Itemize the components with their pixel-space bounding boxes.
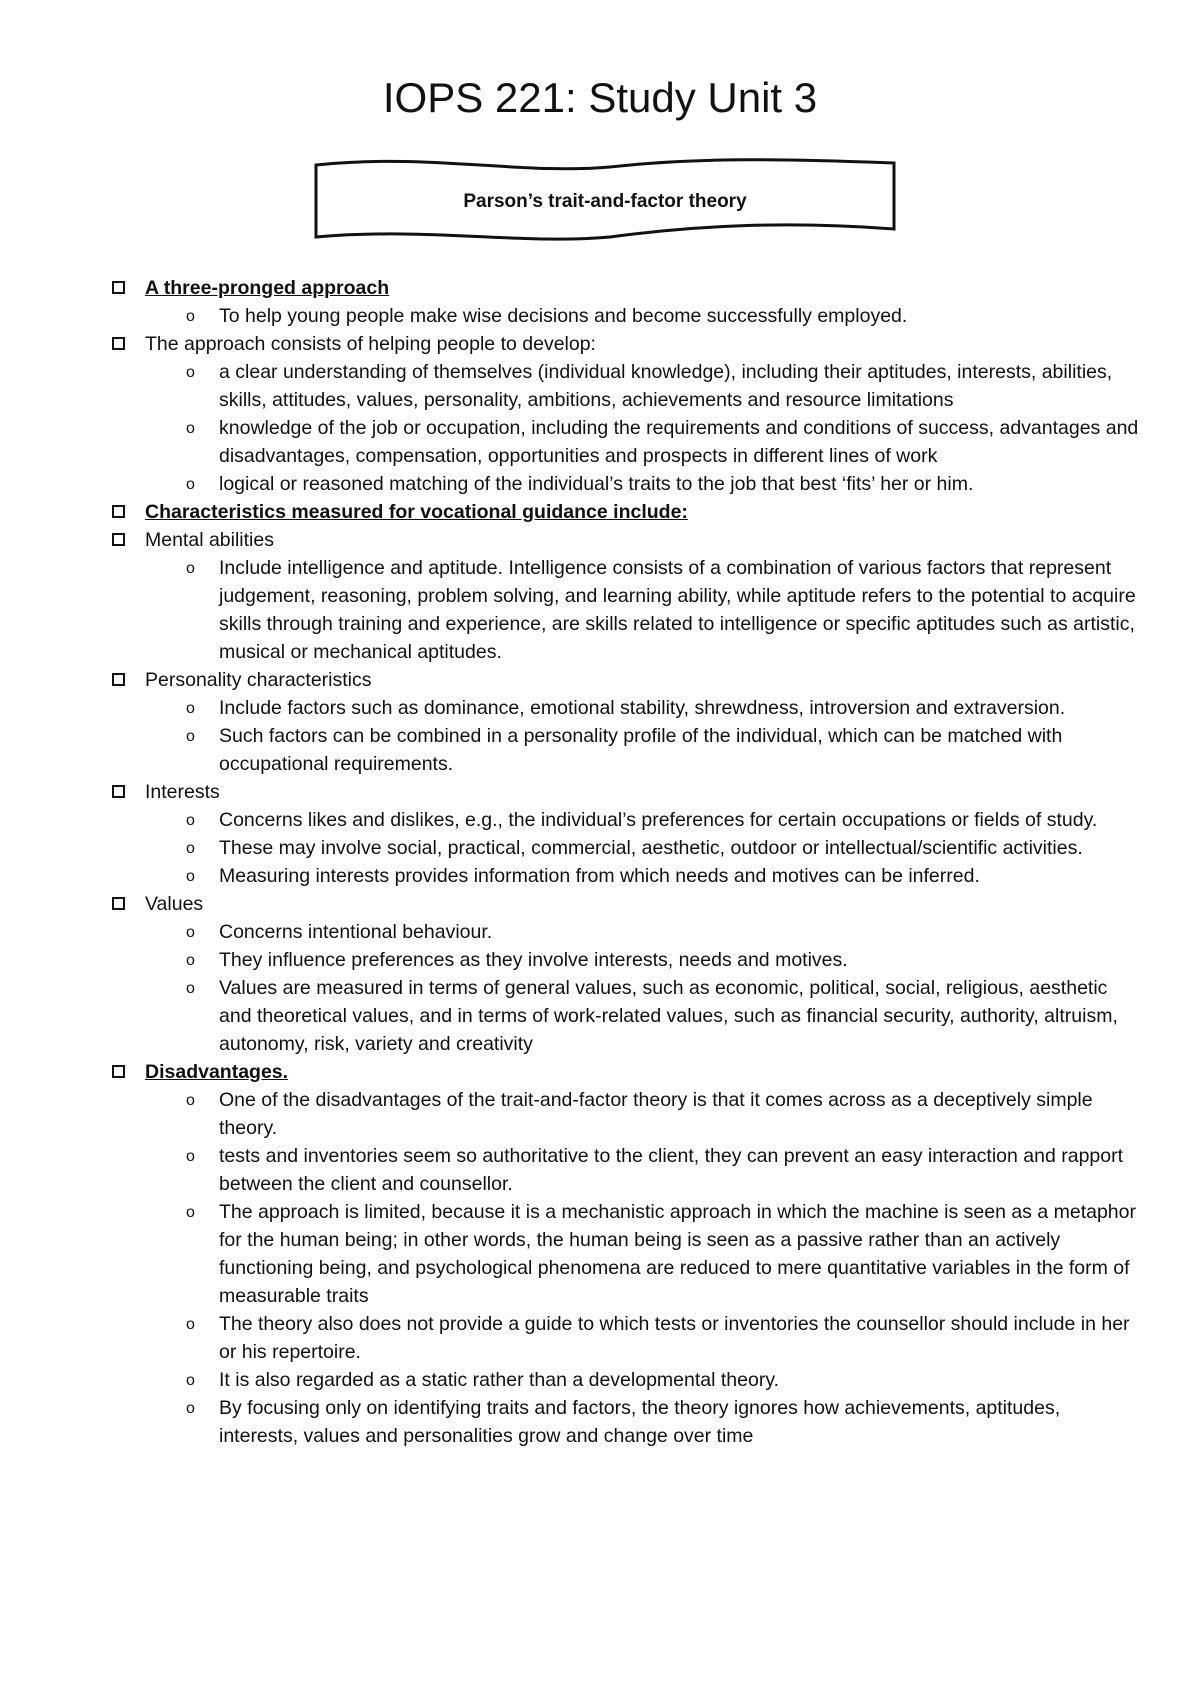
item-text: Values are measured in terms of general values, such as economic, political, social, religious, aesthetic and theoretical values, and in terms of work-related values, such as financial security, authority, altruism, autonomy, risk, variety and creativity (219, 977, 1118, 1055)
sub-list-item (112, 1142, 1142, 1198)
item-text: Include factors such as dominance, emotional stability, shrewdness, introversion and extraversion. (219, 697, 1066, 719)
title-banner (310, 155, 900, 245)
item-text: Personality characteristics (145, 669, 372, 691)
circle-bullet-icon: o (186, 868, 195, 885)
sub-list-item (112, 722, 1142, 778)
circle-bullet-icon: o (186, 924, 195, 941)
item-text: The approach is limited, because it is a mechanistic approach in which the machine is seen as a metaphor for the human being; in other words, the human being is seen as a passive rather than an actively functioning being, and psychological phenomena are reduced to mere quantitative variables in the form of measurable traits (219, 1201, 1136, 1307)
circle-bullet-icon: o (186, 728, 195, 745)
checkbox-bullet-icon (112, 505, 125, 518)
sub-list-item (112, 554, 1142, 666)
circle-bullet-icon: o (186, 420, 195, 437)
circle-bullet-icon: o (186, 980, 195, 997)
item-text: By focusing only on identifying traits and factors, the theory ignores how achievements, aptitudes, interests, values and personalities grow and change over time (219, 1397, 1061, 1447)
sub-list-item (112, 946, 1142, 974)
circle-bullet-icon: o (186, 1092, 195, 1109)
item-text: Concerns intentional behaviour. (219, 921, 493, 943)
circle-bullet-icon: o (186, 1316, 195, 1333)
list-item (112, 498, 1142, 526)
item-text: It is also regarded as a static rather than a developmental theory. (219, 1369, 780, 1391)
item-text: They influence preferences as they involve interests, needs and motives. (219, 949, 848, 971)
list-item (112, 666, 1142, 694)
list-item (112, 330, 1142, 358)
section-heading: Characteristics measured for vocational guidance include: (145, 501, 688, 523)
sub-list-item (112, 862, 1142, 890)
item-text: tests and inventories seem so authoritative to the client, they can prevent an easy interaction and rapport between the client and counsellor. (219, 1145, 1124, 1195)
item-text: One of the disadvantages of the trait-and-factor theory is that it comes across as a deceptively simple theory. (219, 1089, 1093, 1139)
item-text: a clear understanding of themselves (individual knowledge), including their aptitudes, interests, abilities, skills, attitudes, values, personality, ambitions, achievements and resource limitations (219, 361, 1113, 411)
sub-list-item (112, 918, 1142, 946)
sub-list-item (112, 694, 1142, 722)
item-text: Values (145, 893, 204, 915)
sub-list-item (112, 1366, 1142, 1394)
item-text: Measuring interests provides information from which needs and motives can be inferred. (219, 865, 980, 887)
circle-bullet-icon: o (186, 1400, 195, 1417)
sub-list-item (112, 1086, 1142, 1142)
sub-list-item (112, 806, 1142, 834)
banner-title: Parson’s trait-and-factor theory (463, 191, 747, 212)
sub-list-item (112, 470, 1142, 498)
circle-bullet-icon: o (186, 476, 195, 493)
section-heading: Disadvantages. (145, 1061, 289, 1083)
item-text: Mental abilities (145, 529, 274, 551)
item-text: logical or reasoned matching of the individual’s traits to the job that best ‘fits’ her or him. (219, 473, 974, 495)
item-text: The approach consists of helping people to develop: (145, 333, 596, 355)
sub-list-item (112, 358, 1142, 414)
checkbox-bullet-icon (112, 673, 125, 686)
checkbox-bullet-icon (112, 897, 125, 910)
sub-list-item (112, 1198, 1142, 1310)
checkbox-bullet-icon (112, 337, 125, 350)
checkbox-bullet-icon (112, 533, 125, 546)
list-item (112, 526, 1142, 554)
item-text: These may involve social, practical, commercial, aesthetic, outdoor or intellectual/scientific activities. (219, 837, 1083, 859)
sub-list-item (112, 974, 1142, 1058)
checkbox-bullet-icon (112, 1065, 125, 1078)
circle-bullet-icon: o (186, 1204, 195, 1221)
circle-bullet-icon: o (186, 812, 195, 829)
item-text: Concerns likes and dislikes, e.g., the individual’s preferences for certain occupations or fields of study. (219, 809, 1098, 831)
checkbox-bullet-icon (112, 281, 125, 294)
circle-bullet-icon: o (186, 840, 195, 857)
list-item (112, 778, 1142, 806)
bullet-list (112, 274, 1142, 1450)
page-title: IOPS 221: Study Unit 3 (382, 74, 818, 121)
list-item (112, 274, 1142, 302)
sub-list-item (112, 302, 1142, 330)
circle-bullet-icon: o (186, 700, 195, 717)
list-item (112, 890, 1142, 918)
item-text: The theory also does not provide a guide to which tests or inventories the counsellor should include in her or his repertoire. (219, 1313, 1130, 1363)
item-text: Such factors can be combined in a personality profile of the individual, which can be matched with occupational requirements. (219, 725, 1063, 775)
checkbox-bullet-icon (112, 785, 125, 798)
circle-bullet-icon: o (186, 1148, 195, 1165)
list-item (112, 1058, 1142, 1086)
circle-bullet-icon: o (186, 560, 195, 577)
item-text: Interests (145, 781, 220, 803)
circle-bullet-icon: o (186, 952, 195, 969)
item-text: Include intelligence and aptitude. Intelligence consists of a combination of various factors that represent judgement, reasoning, problem solving, and learning ability, while aptitude refers to the potential to acquire skills through training and experience, are skills related to intelligence or specific aptitudes such as artistic, musical or mechanical aptitudes. (219, 557, 1136, 663)
sub-list-item (112, 1310, 1142, 1366)
sub-list-item (112, 414, 1142, 470)
sub-list-item (112, 1394, 1142, 1450)
circle-bullet-icon: o (186, 1372, 195, 1389)
sub-list-item (112, 834, 1142, 862)
section-heading: A three-pronged approach (145, 277, 390, 299)
item-text: To help young people make wise decisions and become successfully employed. (219, 305, 908, 327)
circle-bullet-icon: o (186, 308, 195, 325)
item-text: knowledge of the job or occupation, including the requirements and conditions of success, advantages and disadvantages, compensation, opportunities and prospects in different lines of work (219, 417, 1139, 467)
circle-bullet-icon: o (186, 364, 195, 381)
